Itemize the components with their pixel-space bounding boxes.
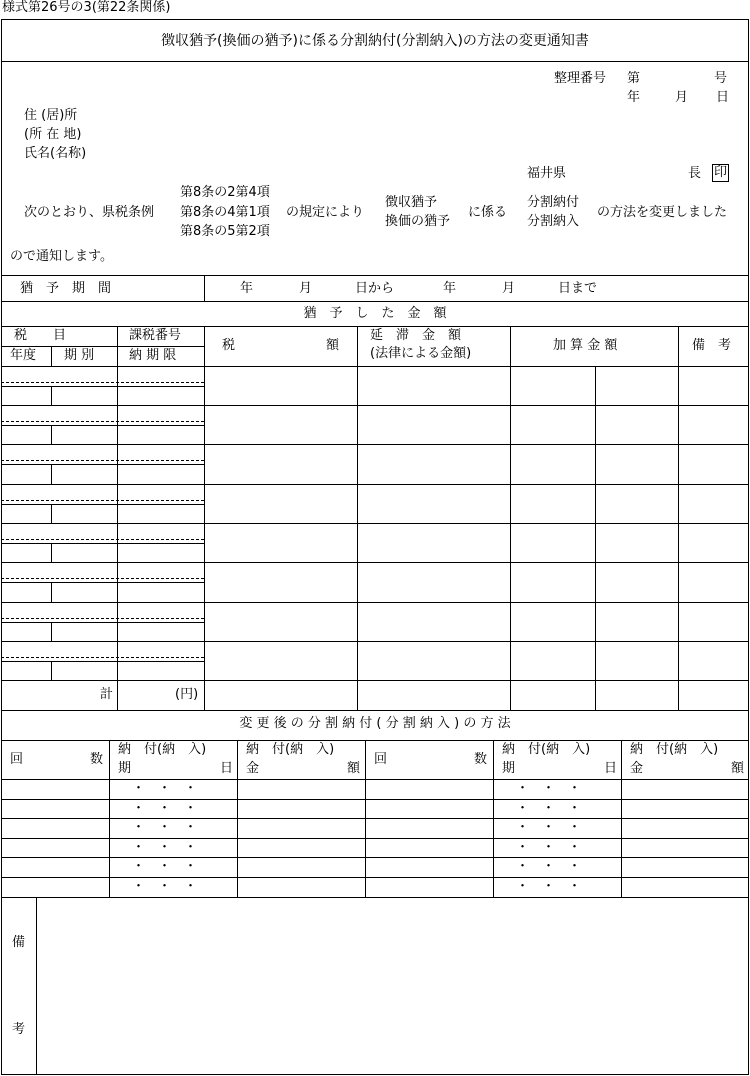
- notice-kind-1: 徴収猶予: [385, 195, 438, 210]
- notice-intro: 次のとおり、県税条例: [24, 205, 155, 220]
- form-title: 徴収猶予(換価の猶予)に係る分割納付(分割納入)の方法の変更通知書: [161, 33, 589, 49]
- notice-kind-2: 換価の猶予: [385, 214, 451, 229]
- method-row-line: [1, 818, 749, 819]
- m-kingaku-b1-right: 金: [630, 761, 644, 776]
- method-row-line: [1, 857, 749, 858]
- notice-method-1: 分割納付: [527, 195, 580, 210]
- m-kigen-a-left: 納 付(納 入): [118, 742, 207, 757]
- notice-kakaru: に係る: [468, 205, 508, 220]
- m-kingaku-a-right: 納 付(納 入): [630, 742, 719, 757]
- method-date-dots-right: ・ ・ ・: [516, 859, 582, 874]
- method-date-dots-left: ・ ・ ・: [132, 859, 198, 874]
- amount-row-divider: [1, 421, 204, 422]
- method-date-dots-left: ・ ・ ・: [132, 781, 198, 796]
- amount-row-divider: [1, 382, 204, 383]
- amount-row-subline: [1, 622, 204, 623]
- amount-row-vline: [51, 661, 52, 680]
- chief-label: 長: [688, 166, 702, 181]
- form-frame: [1, 19, 749, 1075]
- amount-row-vline: [51, 622, 52, 641]
- method-row-line: [1, 799, 749, 800]
- col-noukigen: 納 期 限: [129, 348, 177, 363]
- amount-row-vline: [51, 425, 52, 444]
- m-kingaku-b2-left: 額: [347, 761, 361, 776]
- ref-label: 整理番号: [554, 71, 607, 86]
- method-row-line: [1, 838, 749, 839]
- amount-row-subline: [1, 582, 204, 583]
- method-date-dots-left: ・ ・ ・: [132, 801, 198, 816]
- period-to-month: 月: [502, 281, 516, 296]
- seal-mark: 印: [714, 165, 728, 180]
- m-kaisu-a-right: 回: [374, 752, 388, 767]
- total-label: 計: [100, 687, 114, 702]
- amount-row-vline: [51, 386, 52, 405]
- col-entai-b: (法律による金額): [370, 346, 472, 361]
- amount-row-line: [1, 641, 749, 642]
- period-from-month: 月: [299, 281, 313, 296]
- col-kazei-bango: 課税番号: [129, 328, 182, 343]
- notice-article-1: 第8条の2第4項: [180, 185, 270, 200]
- prefecture-label: 福井県: [527, 166, 567, 181]
- amount-row-divider: [1, 500, 204, 501]
- amount-row-line: [1, 602, 749, 603]
- ref-dai: 第: [627, 71, 641, 86]
- date-month: 月: [675, 90, 689, 105]
- notice-kitei: の規定により: [286, 205, 365, 220]
- method-date-dots-left: ・ ・ ・: [132, 840, 198, 855]
- ref-go: 号: [714, 71, 728, 86]
- method-table-title: 変 更 後 の 分 割 納 付 ( 分 割 納 入 ) の 方 法: [239, 716, 511, 731]
- method-row-line: [1, 877, 749, 878]
- m-kigen-b2-left: 日: [220, 761, 234, 776]
- col-zeigaku-b: 額: [326, 338, 340, 353]
- amount-total-line: [1, 680, 749, 681]
- notice-article-2: 第8条の4第1項: [180, 205, 270, 220]
- method-date-dots-right: ・ ・ ・: [516, 801, 582, 816]
- amount-row-divider: [1, 578, 204, 579]
- amount-row-line: [1, 405, 749, 406]
- col-kasan: 加 算 金 額: [553, 338, 618, 353]
- m-kingaku-b1-left: 金: [246, 761, 260, 776]
- col-entai-a: 延 滞 金 額: [370, 328, 462, 343]
- method-date-dots-left: ・ ・ ・: [132, 820, 198, 835]
- m-kigen-b2-right: 日: [604, 761, 618, 776]
- method-date-dots-right: ・ ・ ・: [516, 820, 582, 835]
- col-kibetsu: 期 別: [64, 348, 95, 363]
- amount-row-divider: [1, 618, 204, 619]
- form-number: 様式第26号の3(第22条関係): [2, 0, 171, 15]
- m-kaisu-b-right: 数: [474, 752, 488, 767]
- notice-article-3: 第8条の5第2項: [180, 224, 270, 239]
- amount-row-vline: [51, 464, 52, 484]
- amount-row-subline: [1, 464, 204, 465]
- period-label: 猶 予 期 間: [20, 281, 112, 296]
- amount-row-subline: [1, 504, 204, 505]
- amount-table-title: 猶 予 し た 金 額: [303, 306, 447, 321]
- m-kaisu-a-left: 回: [10, 752, 24, 767]
- period-to-year: 年: [443, 281, 457, 296]
- method-date-dots-right: ・ ・ ・: [516, 840, 582, 855]
- m-kigen-b1-left: 期: [118, 761, 132, 776]
- amount-row-subline: [1, 543, 204, 544]
- amount-row-divider: [1, 460, 204, 461]
- amount-row-line: [1, 484, 749, 485]
- col-nendo: 年度: [10, 348, 37, 363]
- m-kigen-b1-right: 期: [502, 761, 516, 776]
- date-year: 年: [627, 90, 641, 105]
- method-date-dots-right: ・ ・ ・: [516, 781, 582, 796]
- amount-row-vline: [51, 543, 52, 562]
- m-kaisu-b-left: 数: [90, 752, 104, 767]
- amount-row-vline: [51, 504, 52, 523]
- amount-row-divider: [1, 657, 204, 658]
- col-biko: 備 考: [692, 338, 732, 353]
- amount-row-vline: [51, 582, 52, 602]
- amount-row-line: [1, 523, 749, 524]
- method-date-dots-left: ・ ・ ・: [132, 879, 198, 894]
- notice-change: の方法を変更しました: [597, 205, 728, 220]
- m-kigen-a-right: 納 付(納 入): [502, 742, 591, 757]
- amount-row-line: [1, 444, 749, 445]
- remarks-label-b: 考: [12, 1022, 26, 1037]
- amount-row-subline: [1, 425, 204, 426]
- period-to: 日まで: [558, 281, 598, 296]
- m-kingaku-b2-right: 額: [731, 761, 745, 776]
- amount-row-divider: [1, 539, 204, 540]
- amount-row-subline: [1, 661, 204, 662]
- name-label: 氏名(名称): [24, 146, 87, 161]
- notice-end: ので通知します。: [10, 249, 113, 264]
- col-zeimoku: 税 目: [14, 328, 67, 343]
- location-label: (所 在 地): [24, 127, 82, 142]
- amount-row-line: [1, 562, 749, 563]
- date-day: 日: [716, 90, 730, 105]
- notice-method-2: 分割納入: [527, 214, 580, 229]
- address-label: 住 (居)所: [24, 108, 78, 123]
- period-from-year: 年: [240, 281, 254, 296]
- total-unit: (円): [175, 687, 199, 702]
- period-from: 日から: [355, 281, 395, 296]
- col-zeigaku-a: 税: [222, 338, 236, 353]
- amount-row-subline: [1, 386, 204, 387]
- m-kingaku-a-left: 納 付(納 入): [246, 742, 335, 757]
- remarks-label-a: 備: [12, 935, 26, 950]
- method-date-dots-right: ・ ・ ・: [516, 879, 582, 894]
